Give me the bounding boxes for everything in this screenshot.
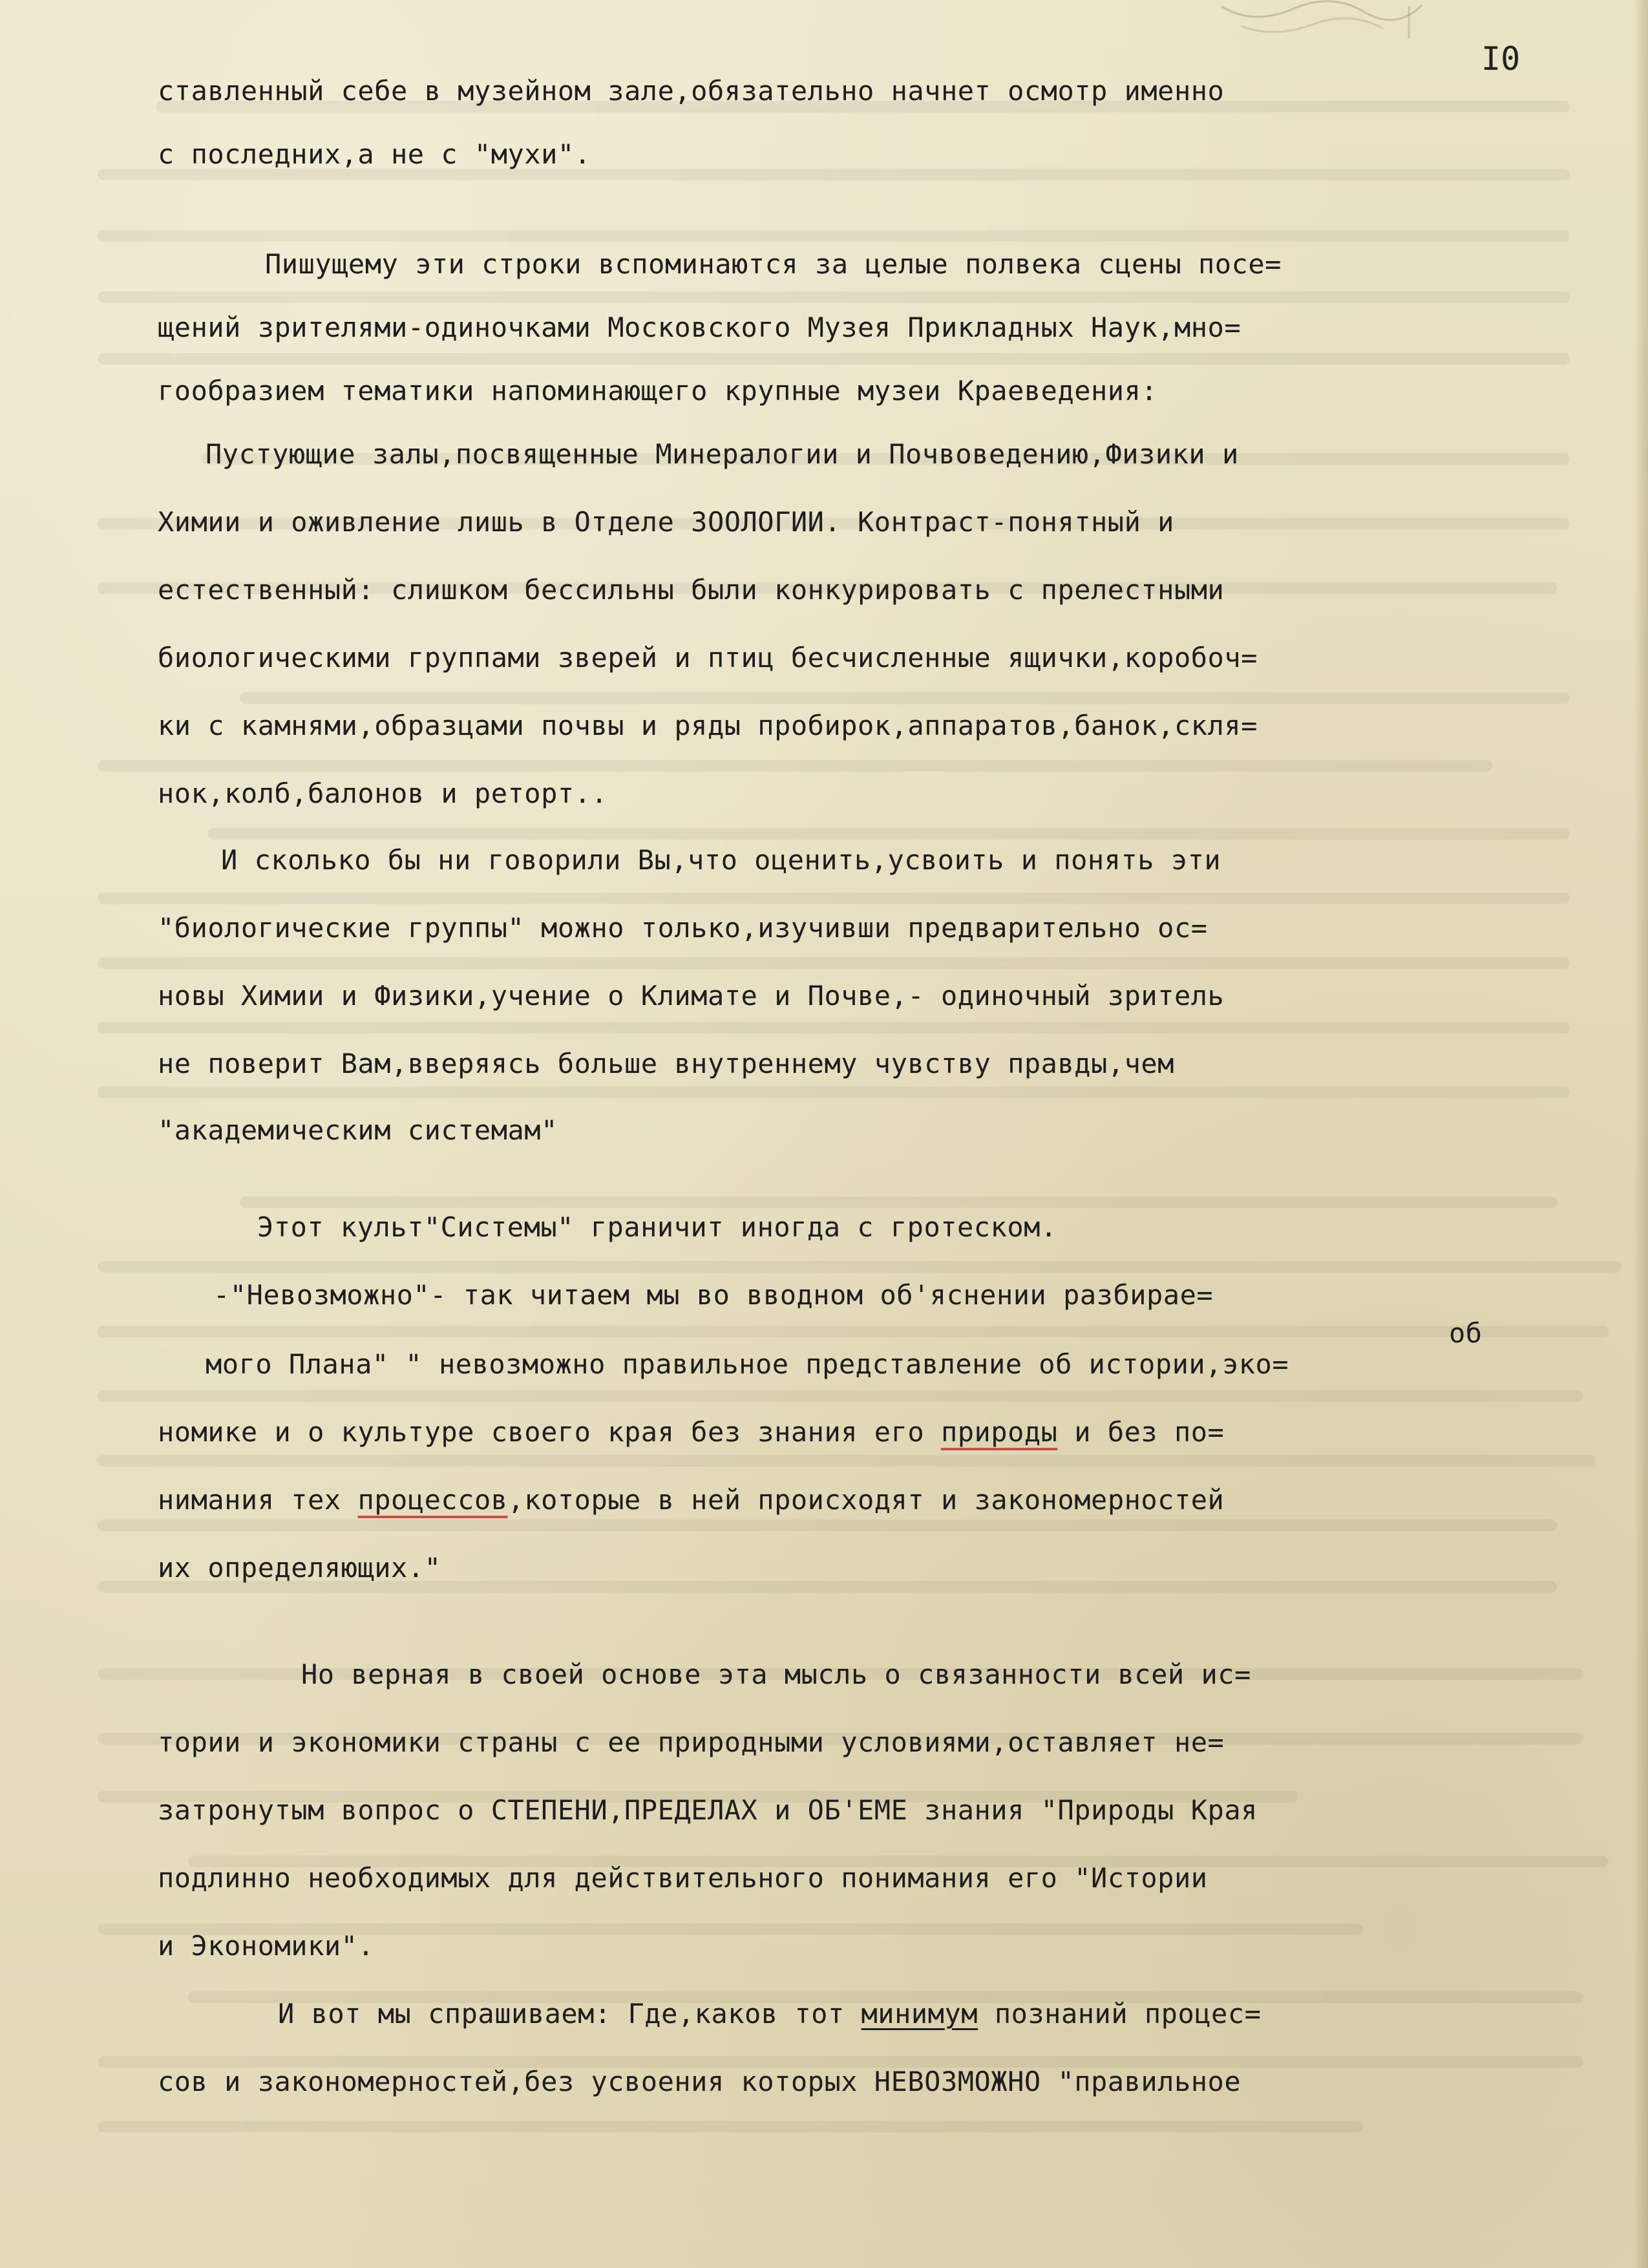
text-line: не поверит Вам,вверяясь больше внутреннему чувству правды,чем <box>158 1048 1174 1079</box>
text-line: щений зрителями-одиночками Московского Музея Прикладных Наук,мно= <box>158 312 1241 343</box>
text-line: их определяющих." <box>158 1552 441 1584</box>
interlinear-insertion: об <box>1449 1317 1483 1349</box>
text-line: "биологические группы" можно только,изучивши предварительно ос= <box>158 912 1208 944</box>
text-line: ставленный себе в музейном зале,обязательно начнет осмотр именно <box>158 75 1225 107</box>
text-segment: ,которые в ней происходят и закономерностей <box>507 1484 1225 1516</box>
text-line: Пустующие залы,посвященные Минералогии и Почвоведению,Физики и <box>206 438 1239 470</box>
text-line: -"Невозможно"- так читаем мы во вводном об'яснении разбирае= <box>213 1279 1214 1311</box>
text-line: "академическим системам" <box>158 1114 558 1146</box>
page-number: I0 <box>1481 40 1521 78</box>
text-line: естественный: слишком бессильны были конкурировать с прелестными <box>158 574 1225 606</box>
text-line: сов и закономерностей,без усвоения которых НЕВОЗМОЖНО "правильное <box>158 2066 1241 2097</box>
text-line: с последних,а не с "мухи". <box>158 138 591 170</box>
text-line: Пишущему эти строки вспоминаются за целые полвека сцены посе= <box>265 248 1282 280</box>
text-line: подлинно необходимых для действительного понимания его "Истории <box>158 1862 1208 1894</box>
text-segment: и без по= <box>1057 1416 1225 1448</box>
underlined-word: минимум <box>861 1998 978 2030</box>
text-segment: познаний процес= <box>978 1998 1262 2030</box>
text-line: тории и экономики страны с ее природными условиями,оставляет не= <box>158 1726 1225 1758</box>
text-segment: нимания тех <box>158 1484 358 1516</box>
underlined-word: процессов <box>357 1484 508 1516</box>
text-line: Но верная в своей основе эта мысль о связанности всей ис= <box>301 1659 1251 1690</box>
text-line: новы Химии и Физики,учение о Климате и Почве,- одиночный зритель <box>158 980 1225 1012</box>
text-line <box>278 1995 1261 2033</box>
text-line: мого Плана" " невозможно правильное представление об истории,эко= <box>206 1348 1289 1380</box>
text-line <box>158 1414 1224 1451</box>
text-line: затронутым вопрос о СТЕПЕНИ,ПРЕДЕЛАХ и ОБ'ЕМЕ знания "Природы Края <box>158 1794 1258 1826</box>
text-line: гообразием тематики напоминающего крупные музеи Краеведения: <box>158 375 1158 407</box>
text-line <box>158 1481 1224 1519</box>
text-line: ки с камнями,образцами почвы и ряды пробирок,аппаратов,банок,скля= <box>158 710 1258 741</box>
text-line: биологическими группами зверей и птиц бесчисленные ящички,коробоч= <box>158 642 1258 673</box>
text-line: и Экономики". <box>158 1930 375 1962</box>
text-segment: И вот мы спрашиваем: Где,каков тот <box>278 1998 861 2030</box>
underlined-word: природы <box>940 1416 1058 1448</box>
text-segment: номике и о культуре своего края без знания его <box>158 1416 941 1448</box>
text-line: Этот культ"Системы" граничит иногда с гротеском. <box>257 1211 1057 1243</box>
text-line: нок,колб,балонов и реторт.. <box>158 778 608 809</box>
text-line: Химии и оживление лишь в Отделе ЗООЛОГИИ. Контраст-понятный и <box>158 506 1174 538</box>
text-line: И сколько бы ни говорили Вы,что оценить,усвоить и понять эти <box>221 844 1221 876</box>
